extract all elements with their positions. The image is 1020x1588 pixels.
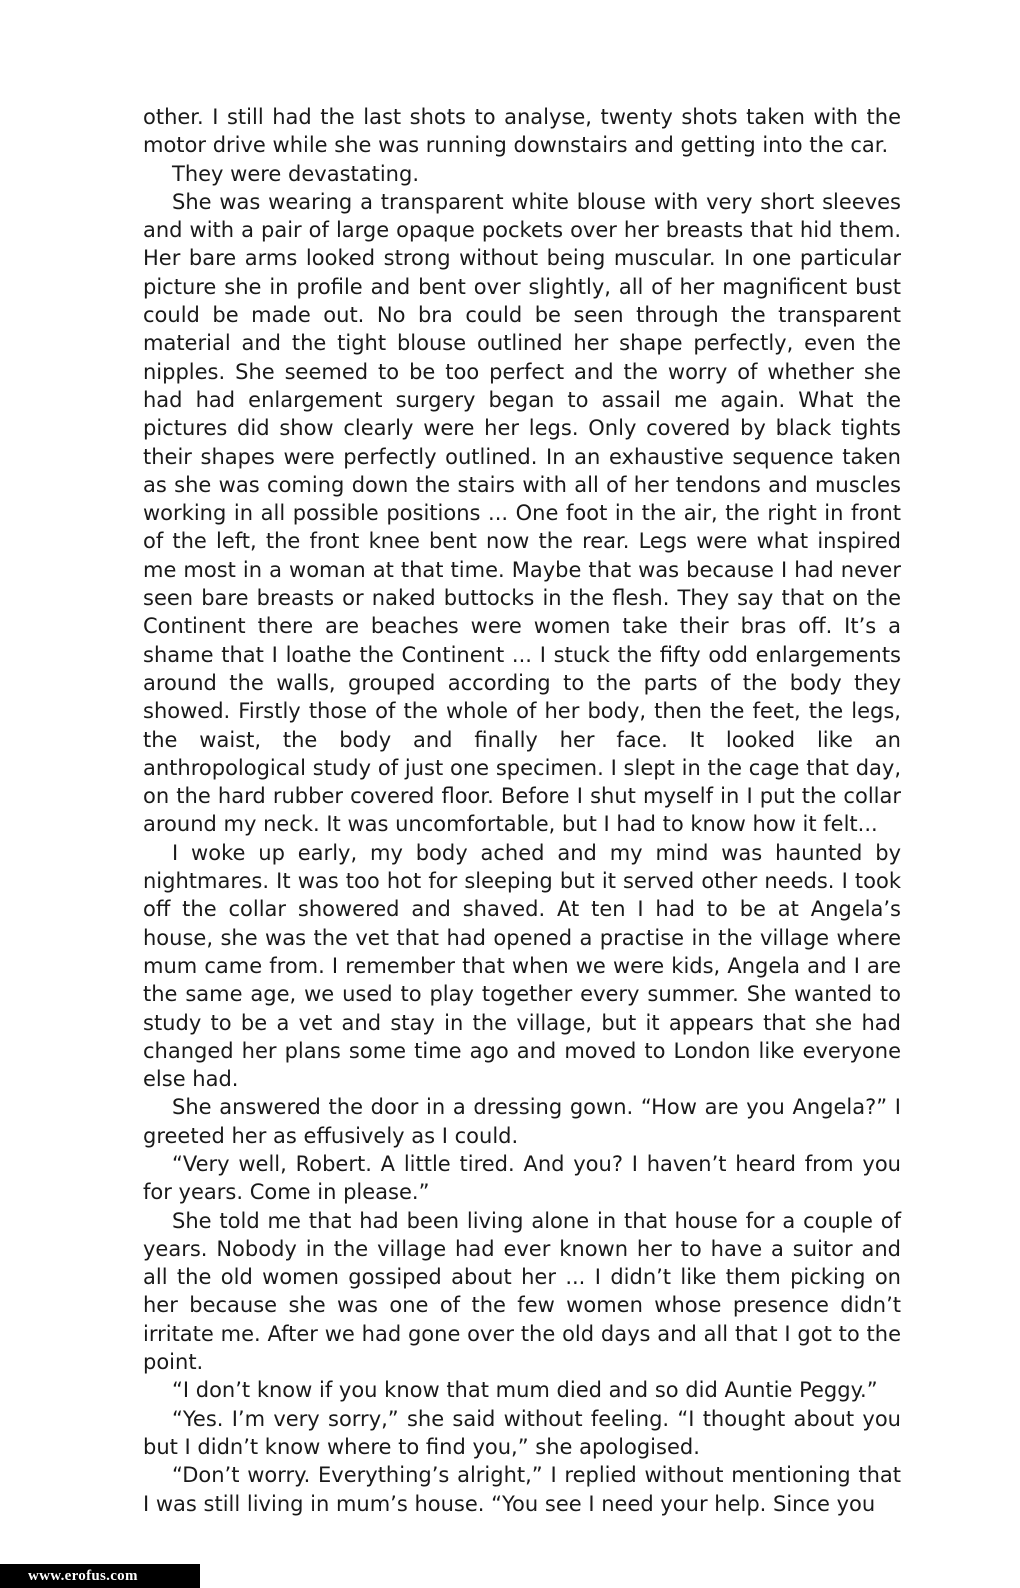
paragraph-3: She was wearing a transparent white blouse with very short sleeves and with a pair of large opaque pockets over her breasts that hid them. Her bare arms looked strong without being muscular. In one particular picture she in profile and bent over slightly, all of her magnificent bust could be made out. No bra could be seen through the transparent material and the tight blouse outlined her shape perfectly, even the nipples. She seemed to be too perfect and the worry of whether she had had enlargement surgery began to assail me again. What the pictures did show clearly were her legs. Only covered by black tights their shapes were perfectly outlined. In an exhaustive sequence taken as she was coming down the stairs with all of her tendons and muscles working in all possible positions ... One foot in the air, the right in front of the left, the front knee bent now the rear. Legs were what inspired me most in a woman at that time. Maybe that was because I had never seen bare breasts or naked buttocks in the flesh. They say that on the Continent there are beaches were women take their bras off. It’s a shame that I loathe the Continent ... I stuck the fifty odd enlargements around the walls, grouped according to the parts of the body they showed. Firstly those of the whole of her body, then the feet, the legs, the waist, the body and finally her face. It looked like an anthropological study of just one specimen. I slept in the cage that day, on the hard rubber covered floor. Before I shut myself in I put the collar around my neck. It was uncomfortable, but I had to know how it felt...: [143, 189, 901, 837]
paragraph-1: other. I still had the last shots to analyse, twenty shots taken with the motor drive while she was running downstairs and getting into the car.: [143, 105, 901, 158]
page-text: [143, 103, 901, 1518]
paragraph-5: She answered the door in a dressing gown. “How are you Angela?” I greeted her as effusively as I could.: [143, 1095, 901, 1148]
paragraph-8: “I don’t know if you know that mum died and so did Auntie Peggy.”: [172, 1378, 878, 1403]
paragraph-6: “Very well, Robert. A little tired. And you? I haven’t heard from you for years. Come in please.”: [143, 1151, 901, 1205]
paragraph-2: They were devastating.: [172, 161, 419, 186]
paragraph-9: “Yes. I’m very sorry,” she said without feeling. “I thought about you but I didn’t know where to find you,” she apologised.: [143, 1406, 901, 1459]
paragraph-10: “Don’t worry. Everything’s alright,” I replied without mentioning that I was still living in mum’s house. “You see I need your help. Since you: [143, 1463, 901, 1516]
paragraph-7: She told me that had been living alone in that house for a couple of years. Nobody in the village had ever known her to have a suitor and all the old women gossiped about her ... I didn’t like them picking on her because she was one of the few women whose presence didn’t irritate me. After we had gone over the old days and all that I got to the point.: [143, 1208, 901, 1375]
paragraph-4: I woke up early, my body ached and my mind was haunted by nightmares. It was too hot for sleeping but it served other needs. I took off the collar showered and shaved. At ten I had to be at Angela’s house, she was the vet that had opened a practise in the village where mum came from. I remember that when we were kids, Angela and I are the same age, we used to play together every summer. She wanted to study to be a vet and stay in the village, but it appears that she had changed her plans some time ago and moved to London like everyone else had.: [143, 840, 901, 1092]
watermark: www.erofus.com: [0, 1564, 200, 1588]
